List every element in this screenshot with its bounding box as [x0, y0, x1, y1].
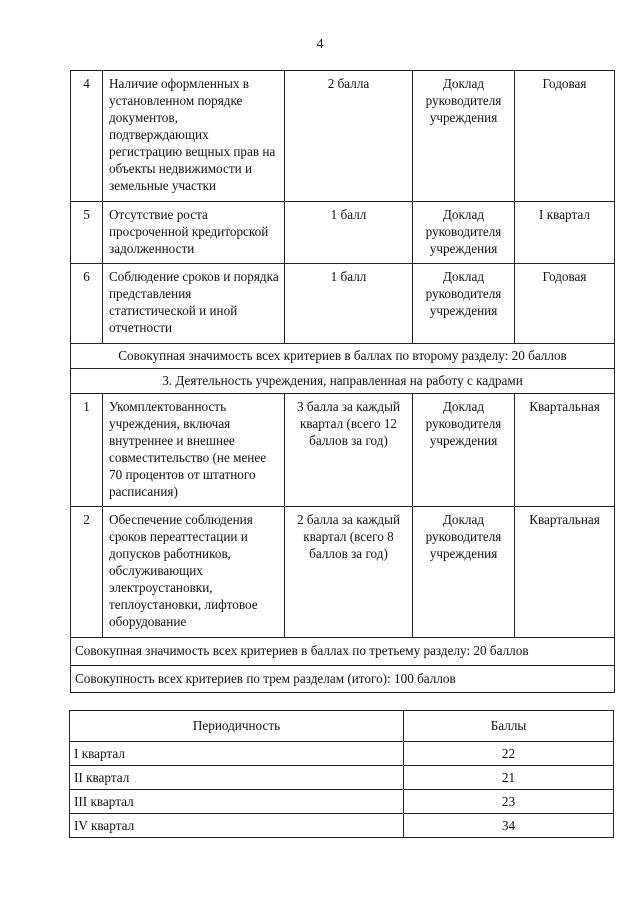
criterion-source: Доклад руководителя учреждения [413, 264, 515, 344]
summary-header-row [70, 711, 614, 742]
summary-period: I квартал [70, 742, 404, 766]
table-row [70, 790, 614, 814]
summary-points: 23 [404, 790, 614, 814]
row-number: 4 [71, 71, 103, 202]
grand-total: Совокупность всех критериев по трем разделам (итого): 100 баллов [71, 666, 615, 693]
criterion-periodicity: Квартальная [515, 507, 615, 638]
criterion-source: Доклад руководителя учреждения [413, 71, 515, 202]
points-summary-table [69, 710, 614, 838]
criterion-points: 3 балла за каждый квартал (всего 12 баллов за год) [285, 394, 413, 507]
criterion-source: Доклад руководителя учреждения [413, 394, 515, 507]
page-number: 4 [316, 37, 324, 52]
summary-period: III квартал [70, 790, 404, 814]
summary-points: 34 [404, 814, 614, 838]
summary-header-points: Баллы [404, 711, 614, 742]
criterion-text: Укомплектованность учреждения, включая внутреннее и внешнее совместительство (не менее 70 процентов от штатного расписания) [103, 394, 285, 507]
grand-total-row [71, 666, 615, 693]
criterion-points: 1 балл [285, 264, 413, 344]
summary-points: 22 [404, 742, 614, 766]
criterion-points: 2 балла [285, 71, 413, 202]
table-row [70, 766, 614, 790]
row-number: 5 [71, 202, 103, 264]
section2-total: Совокупная значимость всех критериев в баллах по второму разделу: 20 баллов [71, 344, 615, 369]
criterion-points: 1 балл [285, 202, 413, 264]
criterion-source: Доклад руководителя учреждения [413, 507, 515, 638]
criterion-text: Наличие оформленных в установленном порядке документов, подтверждающих регистрацию вещных прав на объекты недвижимости и земельные участки [103, 71, 285, 202]
criterion-periodicity: Квартальная [515, 394, 615, 507]
section3-title: 3. Деятельность учреждения, направленная на работу с кадрами [71, 369, 615, 394]
section-total-row [71, 638, 615, 666]
row-number: 6 [71, 264, 103, 344]
table-row [70, 814, 614, 838]
criterion-text: Соблюдение сроков и порядка представления статистической и иной отчетности [103, 264, 285, 344]
table-row [71, 264, 615, 344]
table-row [71, 202, 615, 264]
row-number: 2 [71, 507, 103, 638]
criterion-periodicity: Годовая [515, 264, 615, 344]
criterion-source: Доклад руководителя учреждения [413, 202, 515, 264]
section-total-row [71, 344, 615, 369]
criteria-table [70, 70, 615, 693]
table-row [70, 742, 614, 766]
criterion-periodicity: Годовая [515, 71, 615, 202]
criterion-periodicity: I квартал [515, 202, 615, 264]
summary-period: II квартал [70, 766, 404, 790]
row-number: 1 [71, 394, 103, 507]
criterion-text: Обеспечение соблюдения сроков переаттестации и допусков работников, обслуживающих электроустановки, теплоустановки, лифтовое оборудование [103, 507, 285, 638]
table-row [71, 71, 615, 202]
section3-total: Совокупная значимость всех критериев в баллах по третьему разделу: 20 баллов [71, 638, 615, 666]
summary-points: 21 [404, 766, 614, 790]
criterion-points: 2 балла за каждый квартал (всего 8 баллов за год) [285, 507, 413, 638]
section-title-row [71, 369, 615, 394]
summary-header-period: Периодичность [70, 711, 404, 742]
summary-period: IV квартал [70, 814, 404, 838]
criterion-text: Отсутствие роста просроченной кредиторской задолженности [103, 202, 285, 264]
table-row [71, 394, 615, 507]
table-row [71, 507, 615, 638]
